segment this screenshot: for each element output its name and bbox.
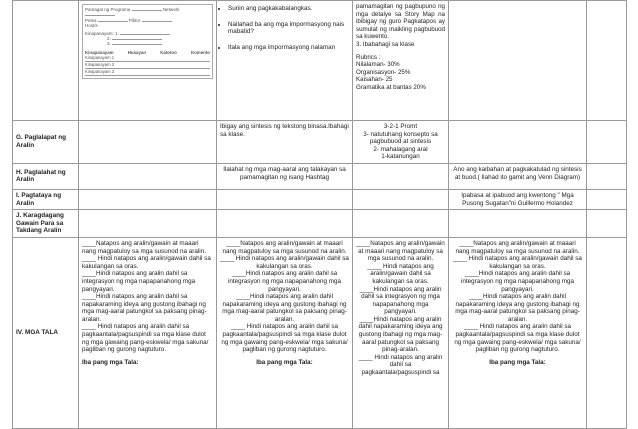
row-label: G. Paglalapat ng Aralin — [13, 121, 79, 164]
row-label: J. Karagdagang Gawain Para sa Takdang Aralin — [13, 210, 79, 238]
label-cell-empty — [13, 1, 79, 121]
row-label: IV. MGA TALA — [13, 237, 79, 428]
interview-form: Pamagat ng Programa Network Petsa Pilitor Host/s Kinapanayam: 1. 2. 3. Kinapanayam Husayan Katotoo Komento Kinapanayam 1 Kinapanayam 2 Kinapanayam 3 — [82, 4, 213, 79]
cell-text: Ilalahat ng mga mag-aaral ang talakayan sa pamamagitan ng isang Hashtag — [217, 163, 353, 189]
row-label: I. Pagtataya ng Aralin — [13, 189, 79, 209]
form-columns: Kinapanayam Husayan Katotoo Komento — [85, 49, 210, 55]
prompt-cell: 3-2-1 Promt 3- natutuhang konsepto sa pagbubuod at sintesis 2- mahalagang aral 1-katanungan — [353, 121, 449, 164]
list-item: • Suriin ang pagkakabalangkas. — [228, 5, 349, 13]
guide-questions-cell — [217, 1, 353, 121]
row-takdang-aralin — [13, 210, 627, 238]
evaluation-form-cell — [79, 1, 217, 121]
row-paglalapat — [13, 121, 627, 164]
list-item: • Nailahad ba ang mga impormasyong nais mabatid? — [228, 21, 349, 36]
row-paglalahat — [13, 163, 627, 189]
cell-text: Ipabasa at ipabuod ang kwentong " Mga Pusong Sugatan"ni Guillermo Holandez — [449, 189, 587, 209]
tala-col-4: ____Natapos ang aralin/gawain at maaari nang magpatuloy sa mga susunod na aralin. ____ Hindi natapos ang aralin/gawain dahil sa kakulangan sa oras. ____Hindi natapos ang aralin dahil sa integrasyon ng mga napapanahong mga pangyayari. ____Hindi natapos ang aralin dahil napakaraming ideya ang gustong ibahagi ng mga mag-aaral patungkol sa paksang pinag-aralan. ____ Hindi natapos ang aralin dahil sa pagkaantala/pagsuspindi sa mga klase dulot ng mga gawaing pang-eskwela/ mga sakuna/ pagliban ng gurong nagtuturo. Iba pang mga Tala: — [449, 237, 587, 428]
row-pagtataya — [13, 189, 627, 209]
tala-col-1: ____Natapos ang aralin/gawain at maaari nang magpatuloy sa mga susunod na aralin. ____ Hindi natapos ang aralin/gawain dahil sa kakulangan sa oras. ____Hindi natapos ang aralin dahil sa integrasyon ng mga napapanahong mga pangyayari. ____Hindi natapos ang aralin dahil sa napakaraming ideya ang gustong ibahagi ng mga mag-aaral patungkol sa paksang pinag-aralan. ____ Hindi natapos ang aralin dahil sa pagkaantala/pagsuspindi sa mga klase dulot ng mga gawaing pang-eskwela/ mga sakuna/ pagliban ng gurong nagtuturo. Iba pang mga Tala: — [79, 237, 217, 428]
list-item: • Itala ang mga impormasyong nalaman — [228, 44, 349, 52]
lesson-plan-table — [12, 0, 627, 429]
guide-questions-list — [228, 5, 349, 51]
row-label: H. Paglalahat ng Aralin — [13, 163, 79, 189]
row-mga-tala — [13, 237, 627, 428]
cell-text: Ibigay ang sintesis ng tekstong binasa.Ibahagi sa klase. — [217, 121, 353, 164]
tala-col-2: ____Natapos ang aralin/gawain at maaari nang magpatuloy sa mga susunod na aralin. ____ Hindi natapos ang aralin/gawain dahil sa kakulangan sa oras. ____Hindi natapos ang aralin dahil sa integrasyon ng mga napapanahong mga pangyayari. ____Hindi natapos ang aralin dahil napakaraming ideya ang gustong ibahagi ng mga mag-aaral patungkol sa paksang pinag-aralan. ____ Hindi natapos ang aralin dahil sa pagkaantala/pagsuspindi sa mga klase dulot ng mga gawaing pang-eskwela/ mga sakuna/ pagliban ng gurong nagtuturo. Iba pang mga Tala: — [217, 237, 353, 428]
story-map-cell: pamamagitan ng pagbupuno ng mga detalye sa Story Map na ibibigay ng guro Pagkatapos ay sumulat ng maikling pagbubuod sa kuwento. 3. Ibabahagi sa klase Rubrics : Nilalaman- 30% Organisasyon- 25% Kaisahan- 25 Gramatika at bantas 20% — [353, 1, 449, 121]
tala-col-3: ____Natapos ang aralin/gawain at maaari nang magpatuloy sa mga susunod na aralin. ____ Hindi natapos ang aralin/gawain dahil sa kakulangan sa oras. ____Hindi natapos ang aralin dahil sa integrasyon ng mga napapanahong mga pangyayari. ____Hindi natapos ang aralin dahil napakaraming ideya ang gustong ibahagi ng mga mag-aaral patungkol sa paksang pinag-aralan. ____ Hindi natapos ang aralin dahil sa pagkaantala/pagsuspindi sa — [353, 237, 449, 428]
row-top — [13, 1, 627, 121]
cell-text: Ano ang kaibahan at pagkakatulad ng sintesis at buod.( Ilahad ito gamit ang Venn Diagram) — [449, 163, 587, 189]
